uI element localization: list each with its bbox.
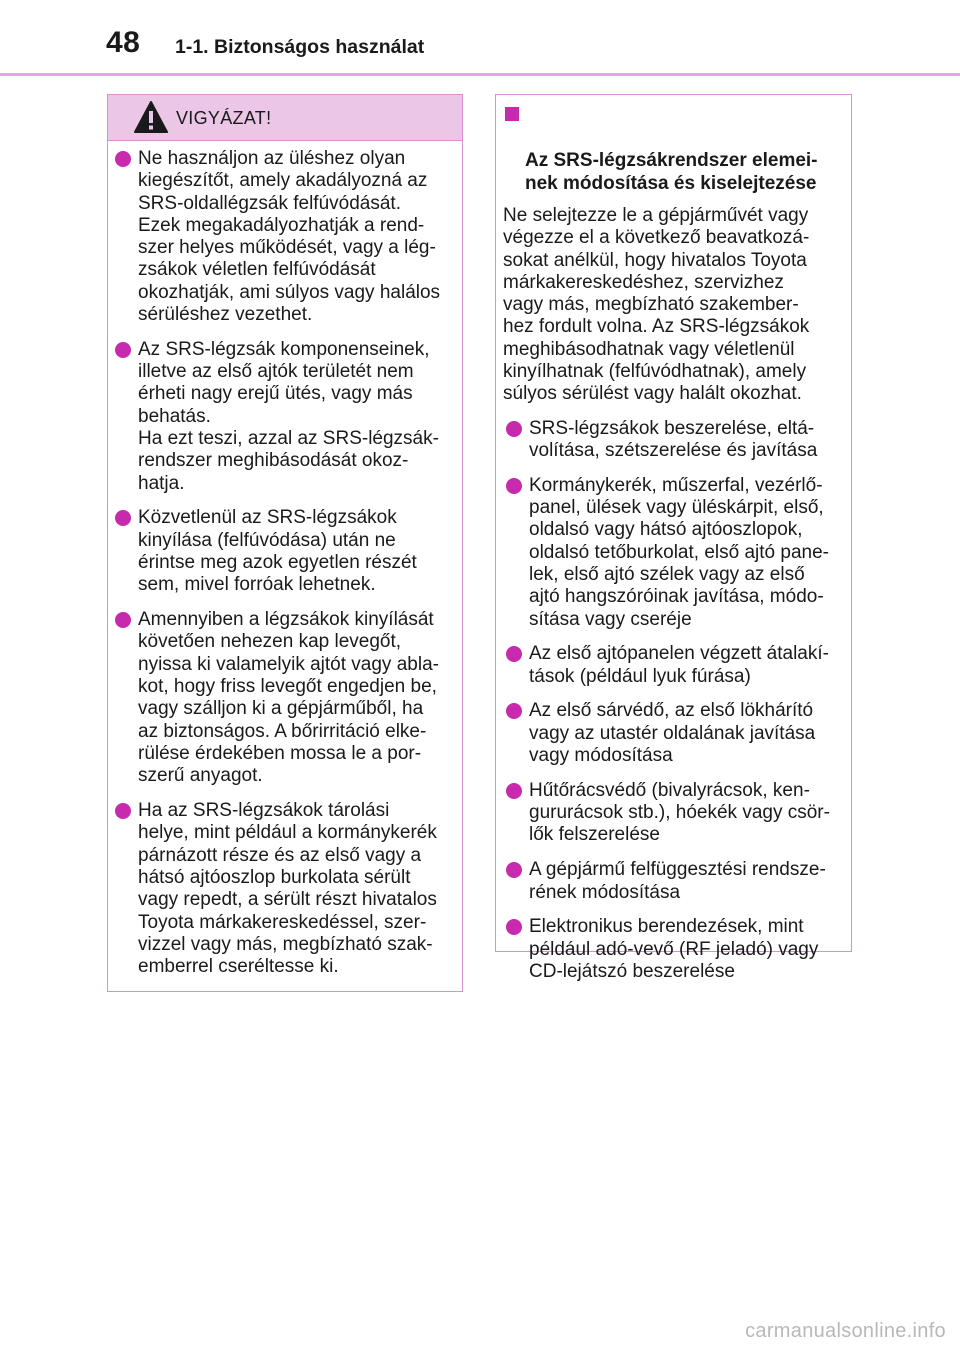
- page-number: 48: [106, 26, 141, 59]
- modification-box: [495, 94, 852, 982]
- section-title: 1-1. Biztonságos használat: [175, 36, 425, 58]
- warning-item-text: Közvetlenül az SRS-légzsákok kinyílása (felfúvódása) után ne érintse meg azok egyetlen részét sem, mivel forróak lehetnek.: [138, 507, 417, 596]
- modification-item-text: SRS-légzsákok beszerelése, eltá- volítása, szétszerelése és javítása: [529, 417, 818, 461]
- warning-item: [112, 609, 456, 787]
- modification-item-text: Az első ajtópanelen végzett átalakí- tások (például lyuk fúrása): [529, 643, 829, 687]
- warning-title: VIGYÁZAT!: [176, 108, 272, 128]
- modification-item: [503, 643, 845, 688]
- header-divider: [0, 73, 960, 76]
- bullet-dot-icon: [506, 783, 522, 799]
- bullet-dot-icon: [506, 646, 522, 662]
- bullet-dot-icon: [115, 803, 131, 819]
- modification-heading: [503, 103, 851, 195]
- modification-item: [503, 916, 845, 983]
- bullet-dot-icon: [115, 342, 131, 358]
- modification-item-text: Kormánykerék, műszerfal, vezérlő- panel, ülések vagy üléskárpit, első, oldalsó vagy hátsó ajtóoszlopok, oldalsó tetőburkolat, első ajtó pane- lek, első ajtó szélek vagy az első ajtó hangszóróinak javítása, módo- sítása vagy cseréje: [529, 474, 829, 630]
- modification-heading-text: Az SRS-légzsákrendszer elemei- nek módosítása és kiselejtezése: [525, 150, 818, 194]
- modification-item: [503, 780, 845, 847]
- warning-triangle-icon: [133, 100, 169, 134]
- warning-item: [112, 148, 456, 326]
- bullet-dot-icon: [115, 612, 131, 628]
- page-header: [0, 0, 960, 78]
- modification-item-text: Az első sárvédő, az első lökhárító vagy az utastér oldalának javítása vagy módosítása: [529, 700, 816, 767]
- bullet-dot-icon: [506, 478, 522, 494]
- bullet-dot-icon: [506, 919, 522, 935]
- warning-box: [107, 94, 463, 992]
- bullet-dot-icon: [506, 862, 522, 878]
- warning-item-text: Ne használjon az üléshez olyan kiegészítőt, amely akadályozná az SRS-oldallégzsák felfúvódását. Ezek megakadályozhatják a rend- szer helyes működését, vagy a lég- zsákok véletlen felfúvódását okozhatják, ami súlyos vagy halálos sérüléshez vezethet.: [138, 148, 441, 326]
- bullet-dot-icon: [506, 421, 522, 437]
- warning-item: [112, 800, 456, 978]
- modification-item-text: A gépjármű felfüggesztési rendsze- rének módosítása: [529, 859, 826, 903]
- warning-header: [108, 95, 462, 141]
- modification-intro: Ne selejtezze le a gépjárművét vagy végezze el a következő beavatkozá- sokat anélkül, hogy hivatalos Toyota márkakereskedéshez, szervizhez vagy más, megbízható szakember- hez fordult volna. Az SRS-légzsákok meghibásodhatnak vagy véletlenül kinyílhatnak (felfúvódhatnak), amely súlyos sérülést vagy halált okozhat.: [503, 205, 810, 405]
- watermark: carmanualsonline.info: [745, 1320, 946, 1342]
- modification-item-text: Hűtőrácsvédő (bivalyrácsok, ken- gururácsok stb.), hóekék vagy csör- lők felszerelése: [529, 779, 830, 846]
- modification-item: [503, 475, 845, 631]
- warning-item-text: Ha az SRS-légzsákok tárolási helye, mint például a kormánykerék párnázott része és az első vagy a hátsó ajtóoszlop burkolata sérült vagy repedt, a sérült részt hivatalos Toyota márkakereskedéssel, szer- vizzel vagy más, megbízható szak- emberrel cseréltesse ki.: [138, 800, 437, 978]
- modification-item: [503, 418, 845, 463]
- warning-item: [112, 507, 456, 596]
- warning-item-text: Amennyiben a légzsákok kinyílását követően nehezen kap levegőt, nyissa ki valamelyik ajtót vagy abla- kot, hogy friss levegőt engedjen be, vagy szálljon ki a gépjárműből, ha az biztonságos. A bőrirritáció elke- rülése érdekében mossa le a por- szerű anyagot.: [138, 609, 439, 787]
- modification-item-text: Elektronikus berendezések, mint például adó-vevő (RF jeladó) vagy CD-lejátszó beszerelése: [529, 916, 819, 982]
- modification-item: [503, 700, 845, 767]
- bullet-dot-icon: [115, 510, 131, 526]
- warning-item-text: Az SRS-légzsák komponenseinek, illetve az első ajtók területét nem érheti nagy erejű ütés, vagy más behatás. Ha ezt teszi, azzal az SRS-légzsák- rendszer meghibásodását okoz- hatja.: [138, 338, 439, 494]
- warning-list: [108, 141, 462, 978]
- square-bullet-icon: [505, 107, 519, 121]
- bullet-dot-icon: [506, 703, 522, 719]
- modification-item: [503, 859, 845, 904]
- bullet-dot-icon: [115, 151, 131, 167]
- warning-item: [112, 339, 456, 495]
